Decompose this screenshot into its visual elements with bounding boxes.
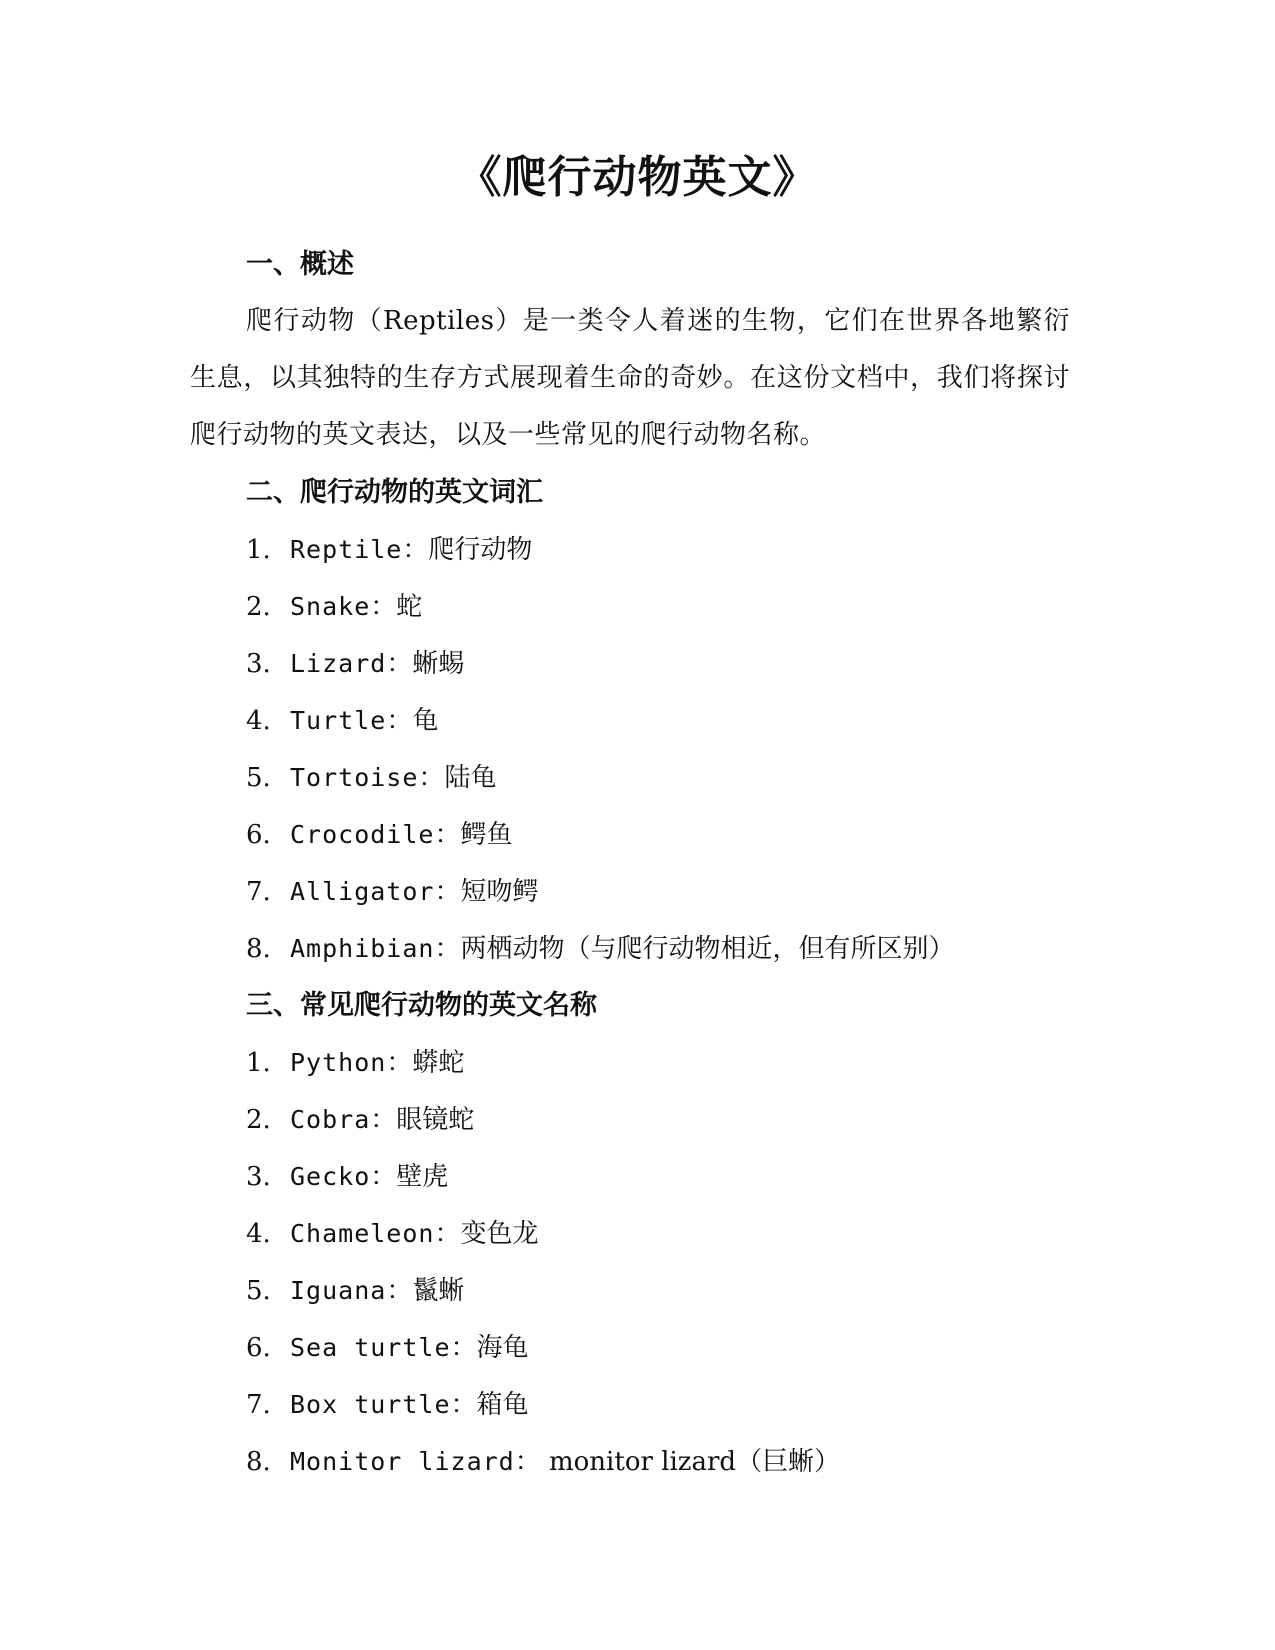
item-chinese: 龟 xyxy=(412,706,439,736)
item-chinese: 两栖动物（与爬行动物相近，但有所区别） xyxy=(460,934,955,964)
item-chinese: 蛇 xyxy=(396,592,423,622)
item-number: 4. xyxy=(246,1219,271,1249)
item-number: 1. xyxy=(246,1048,271,1078)
item-english: Monitor lizard xyxy=(290,1447,515,1476)
item-chinese: 蟒蛇 xyxy=(412,1048,465,1078)
list-item xyxy=(190,806,1070,863)
item-separator: ： xyxy=(434,934,461,964)
item-english: Amphibian xyxy=(290,934,435,963)
item-english: Iguana xyxy=(290,1276,387,1305)
item-number: 3. xyxy=(246,649,271,679)
item-number: 1. xyxy=(246,535,271,565)
item-separator: ： xyxy=(434,877,461,907)
item-number: 4. xyxy=(246,706,271,736)
list-item xyxy=(190,521,1070,578)
item-chinese: 鬣蜥 xyxy=(412,1276,465,1306)
item-chinese: 短吻鳄 xyxy=(460,877,539,907)
item-chinese: 蜥蜴 xyxy=(412,649,465,679)
section-heading-vocabulary: 二、爬行动物的英文词汇 xyxy=(246,477,543,508)
list-item xyxy=(190,863,1070,920)
item-separator: ： xyxy=(386,1048,413,1078)
list-item xyxy=(190,578,1070,635)
item-number: 7. xyxy=(246,877,271,907)
list-item xyxy=(190,1091,1070,1148)
list-item xyxy=(190,1433,1070,1490)
item-chinese: 爬行动物 xyxy=(428,535,533,565)
item-english: Python xyxy=(290,1048,387,1077)
item-english: Cobra xyxy=(290,1105,371,1134)
list-item xyxy=(190,1034,1070,1091)
item-separator: ： xyxy=(386,706,413,736)
item-chinese: 海龟 xyxy=(476,1333,529,1363)
item-english: Gecko xyxy=(290,1162,371,1191)
item-number: 3. xyxy=(246,1162,271,1192)
item-chinese: 陆龟 xyxy=(444,763,497,793)
item-separator: ： xyxy=(514,1447,541,1477)
document-body xyxy=(190,236,1070,1490)
list-item xyxy=(190,1319,1070,1376)
item-number: 2. xyxy=(246,1105,271,1135)
item-number: 8. xyxy=(246,1447,271,1477)
item-separator: ： xyxy=(434,820,461,850)
item-number: 5. xyxy=(246,763,271,793)
item-separator: ： xyxy=(370,1162,397,1192)
item-chinese: 眼镜蛇 xyxy=(396,1105,475,1135)
item-separator: ： xyxy=(434,1219,461,1249)
item-separator: ： xyxy=(370,1105,397,1135)
item-separator: ： xyxy=(402,535,429,565)
item-separator: ： xyxy=(418,763,445,793)
list-item xyxy=(190,692,1070,749)
item-english: Lizard xyxy=(290,649,387,678)
item-chinese: 变色龙 xyxy=(460,1219,539,1249)
item-english: Reptile xyxy=(290,535,403,564)
list-item xyxy=(190,749,1070,806)
item-english: Alligator xyxy=(290,877,435,906)
item-separator: ： xyxy=(450,1333,477,1363)
item-chinese: monitor lizard（巨蜥） xyxy=(540,1447,841,1477)
item-separator: ： xyxy=(370,592,397,622)
vocabulary-list xyxy=(190,521,1070,977)
item-separator: ： xyxy=(386,1276,413,1306)
item-chinese: 壁虎 xyxy=(396,1162,449,1192)
item-english: Tortoise xyxy=(290,763,419,792)
item-number: 5. xyxy=(246,1276,271,1306)
item-number: 8. xyxy=(246,934,271,964)
common-names-list xyxy=(190,1034,1070,1490)
list-item xyxy=(190,635,1070,692)
item-english: Sea turtle xyxy=(290,1333,451,1362)
item-english: Box turtle xyxy=(290,1390,451,1419)
section-heading-common-names: 三、常见爬行动物的英文名称 xyxy=(246,990,597,1021)
item-separator: ： xyxy=(450,1390,477,1420)
list-item xyxy=(190,1262,1070,1319)
item-chinese: 箱龟 xyxy=(476,1390,529,1420)
item-separator: ： xyxy=(386,649,413,679)
item-chinese: 鳄鱼 xyxy=(460,820,513,850)
item-number: 7. xyxy=(246,1390,271,1420)
item-number: 2. xyxy=(246,592,271,622)
item-english: Turtle xyxy=(290,706,387,735)
overview-paragraph: 爬行动物（Reptiles）是一类令人着迷的生物，它们在世界各地繁衍生息，以其独特的生存方式展现着生命的奇妙。在这份文档中，我们将探讨爬行动物的英文表达，以及一些常见的爬行动物名称。 xyxy=(190,306,1070,450)
item-number: 6. xyxy=(246,1333,271,1363)
item-english: Snake xyxy=(290,592,371,621)
item-english: Crocodile xyxy=(290,820,435,849)
item-number: 6. xyxy=(246,820,271,850)
list-item xyxy=(190,1148,1070,1205)
item-english: Chameleon xyxy=(290,1219,435,1248)
list-item xyxy=(190,1376,1070,1433)
list-item xyxy=(190,920,1070,977)
document-title: 《爬行动物英文》 xyxy=(457,152,818,203)
list-item xyxy=(190,1205,1070,1262)
section-heading-overview: 一、概述 xyxy=(246,249,354,280)
